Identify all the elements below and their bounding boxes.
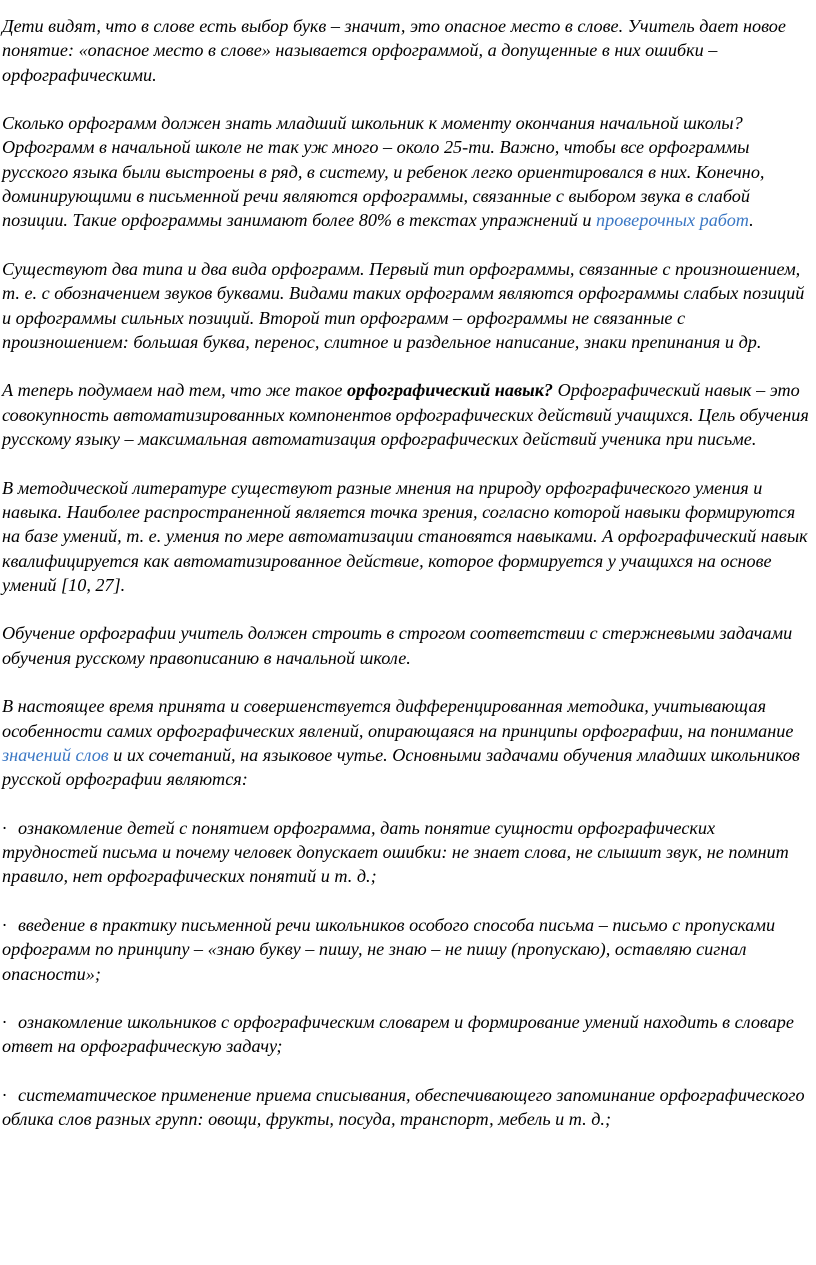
bullet-item-1-text: ознакомление детей с понятием орфограмма, дать понятие сущности орфографических трудностей письма и почему человек допускает ошибки: не знает слова, не слышит звук, не помнит правило, нет орфографических понятий и т. д.; [2,817,789,887]
bullet-dot-icon: · [2,1012,7,1033]
bullet-item-2-text: введение в практику письменной речи школьников особого способа письма – письмо с пропусками орфограмм по принципу – «знаю букву – пишу, не знаю – не пишу (пропускаю), оставляю сигнал опасности»; [2,914,776,984]
paragraph-1: Дети видят, что в слове есть выбор букв – значит, это опасное место в слове. Учитель дает новое понятие: «опасное место в слове» называется орфограммой, а допущенные в них ошибки – орфографическими. [2,16,786,85]
paragraph-2-text: Сколько орфограмм должен знать младший школьник к моменту окончания начальной школы? Орфограмм в начальной школе не так уж много – около 25-ти. Важно, чтобы все орфограммы русского языка были выстроены в ряд, в систему, и ребенок легко ориентировался в них. Конечно, доминирующими в письменной речи являются орфограммы, связанные с выбором звука в слабой позиции. Такие орфограммы занимают более 80% в текстах упражнений и [2,113,765,231]
bullet-dot-icon: · [2,817,7,838]
paragraph-4-bold-term: орфографический навык? [347,380,554,401]
paragraph-4-text: А теперь подумаем над тем, что же такое [2,380,347,401]
bullet-item-4 [2,1083,812,1132]
link-znacheniya-slov[interactable]: значений слов [2,744,109,765]
paragraph-5: В методической литературе существуют разные мнения на природу орфографического умения и навыка. Наиболее распространенной является точка зрения, согласно которой навыки формируются на базе умений, т. е. умения по мере автоматизации становятся навыками. А орфографический навык квалифицируется как автоматизированное действие, которое формируется у учащихся на основе умений [10, 27]. [2,477,808,595]
bullet-dot-icon: · [2,1085,7,1106]
paragraph-7 [2,694,812,791]
paragraph-4 [2,378,812,451]
bullet-item-4-text: систематическое применение приема списывания, обеспечивающего запоминание орфографического облика слов разных групп: овощи, фрукты, посуда, транспорт, мебель и т. д.; [2,1085,805,1130]
bullet-item-3 [2,1010,812,1059]
paragraph-2 [2,111,812,232]
paragraph-7-rest: и их сочетаний, на языковое чутье. Основными задачами обучения младших школьников русской орфографии являются: [2,744,800,790]
link-proverochnye-raboty[interactable]: проверочных работ [596,210,750,231]
paragraph-7-text: В настоящее время принята и совершенствуется дифференцированная методика, учитывающая особенности самих орфографических явлений, опирающаяся на принципы орфографии, на понимание [2,696,794,741]
bullet-dot-icon: · [2,914,7,935]
bullet-item-2 [2,913,812,986]
bullet-item-1 [2,816,812,889]
paragraph-6: Обучение орфографии учитель должен строить в строгом соответствии с стержневыми задачами обучения русскому правописанию в начальной школе. [2,623,793,668]
paragraph-4-rest: Орфографический навык – это совокупность автоматизированных компонентов орфографических действий учащихся. Цель обучения русскому языку – максимальная автоматизация орфографических действий ученика при письме. [2,380,809,450]
bullet-item-3-text: ознакомление школьников с орфографическим словарем и формирование умений находить в словаре ответ на орфографическую задачу; [2,1012,794,1057]
paragraph-3: Существуют два типа и два вида орфограмм. Первый тип орфограммы, связанные с произношением, т. е. с обозначением звуков буквами. Видами таких орфограмм являются орфограммы слабых позиций и орфограммы сильных позиций. Второй тип орфограмм – орфограммы не связанные с произношением: большая буква, перенос, слитное и раздельное написание, знаки препинания и др. [2,258,805,352]
paragraph-2-end: . [749,210,754,231]
document-body [2,14,812,1156]
